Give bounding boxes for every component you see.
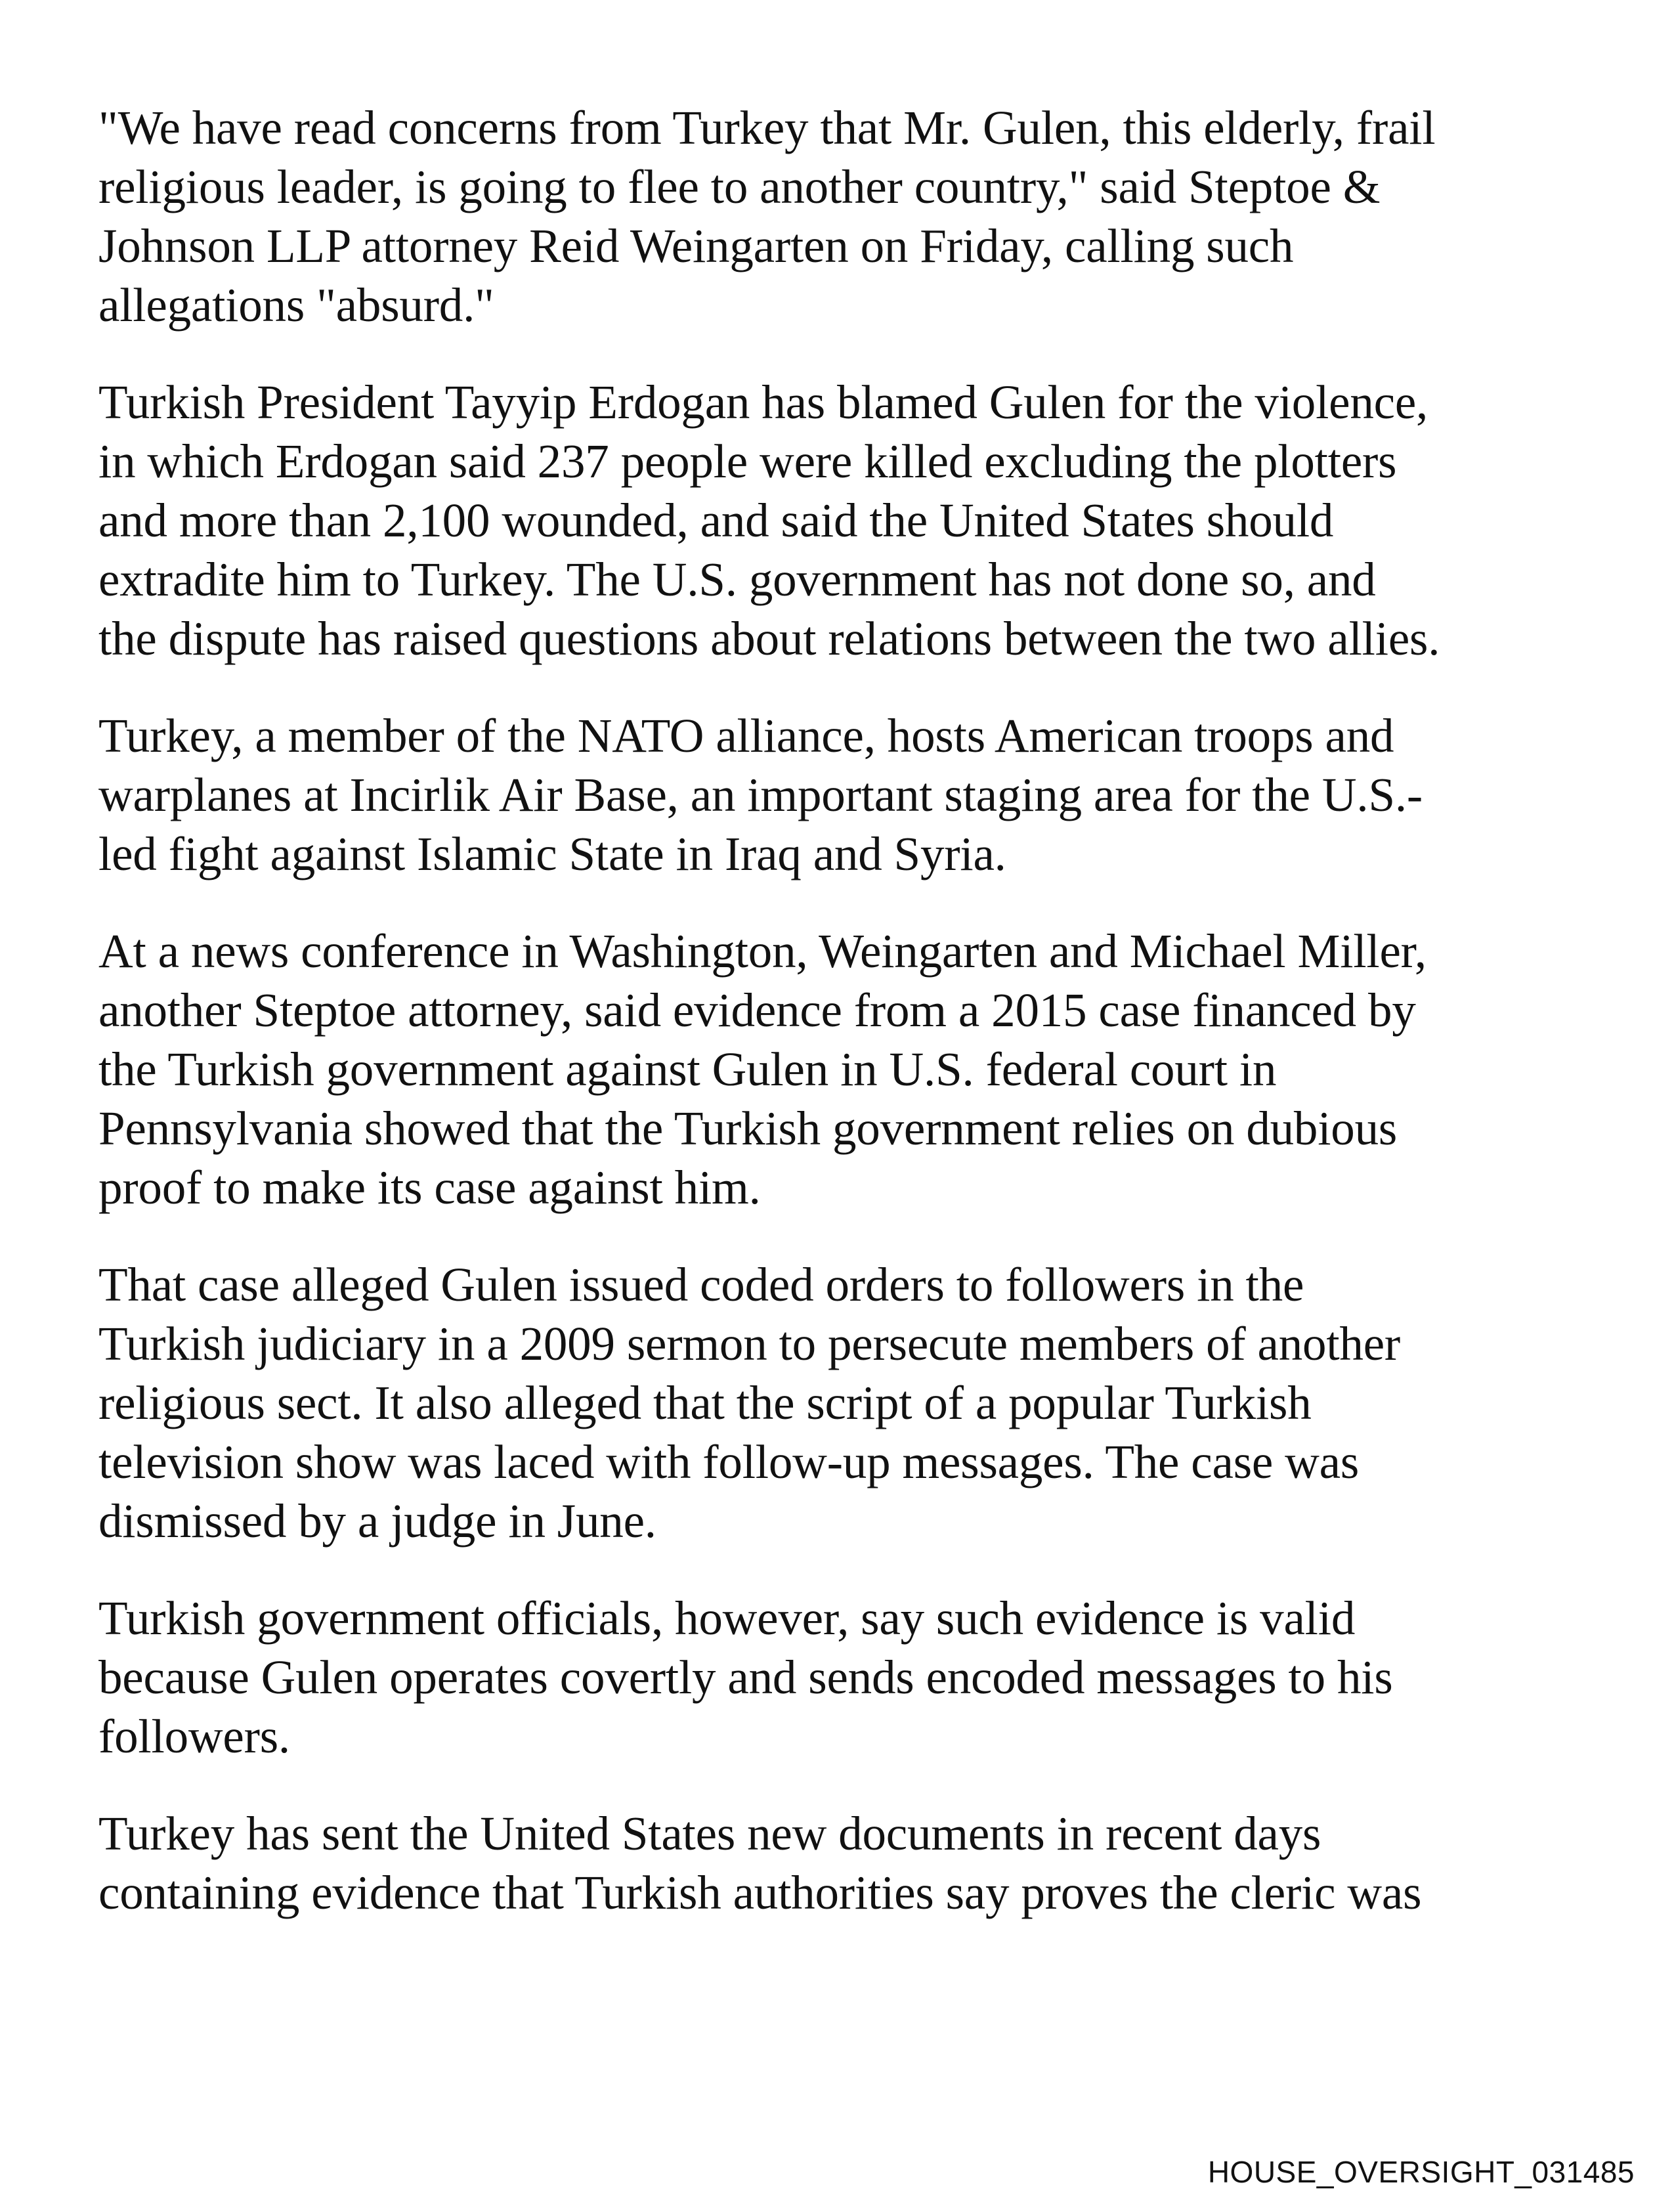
document-id-stamp: HOUSE_OVERSIGHT_031485 (1207, 2155, 1635, 2189)
paragraph: Turkey, a member of the NATO alliance, hosts American troops and warplanes at Incirlik Air Base, an important staging area for the U.S.- led fight against Islamic State in Iraq and Syria. (98, 709, 1423, 880)
paragraph: That case alleged Gulen issued coded orders to followers in the Turkish judiciary in a 2009 sermon to persecute members of another religious sect. It also alleged that the script of a popular Turkish television show was laced with follow-up messages. The case was dismissed by a judge in June. (98, 1258, 1401, 1548)
paragraph: Turkey has sent the United States new documents in recent days containing evidence that Turkish authorities say proves the cleric was (98, 1807, 1422, 1919)
article-body (98, 98, 1595, 1961)
paragraph: Turkish President Tayyip Erdogan has blamed Gulen for the violence, in which Erdogan said 237 people were killed excluding the plotters and more than 2,100 wounded, and said the United States should extradite him to Turkey. The U.S. government has not done so, and the dispute has raised questions about relations between the two allies. (98, 376, 1440, 665)
paragraph: "We have read concerns from Turkey that Mr. Gulen, this elderly, frail religious leader, is going to flee to another country," said Steptoe & Johnson LLP attorney Reid Weingarten on Friday, calling such allegations "absurd." (98, 101, 1436, 332)
paragraph: Turkish government officials, however, say such evidence is valid because Gulen operates covertly and sends encoded messages to his followers. (98, 1592, 1393, 1763)
paragraph: At a news conference in Washington, Weingarten and Michael Miller, another Steptoe attorney, said evidence from a 2015 case financed by the Turkish government against Gulen in U.S. federal court in Pennsylvania showed that the Turkish government relies on dubious proof to make its case against him. (98, 924, 1427, 1214)
